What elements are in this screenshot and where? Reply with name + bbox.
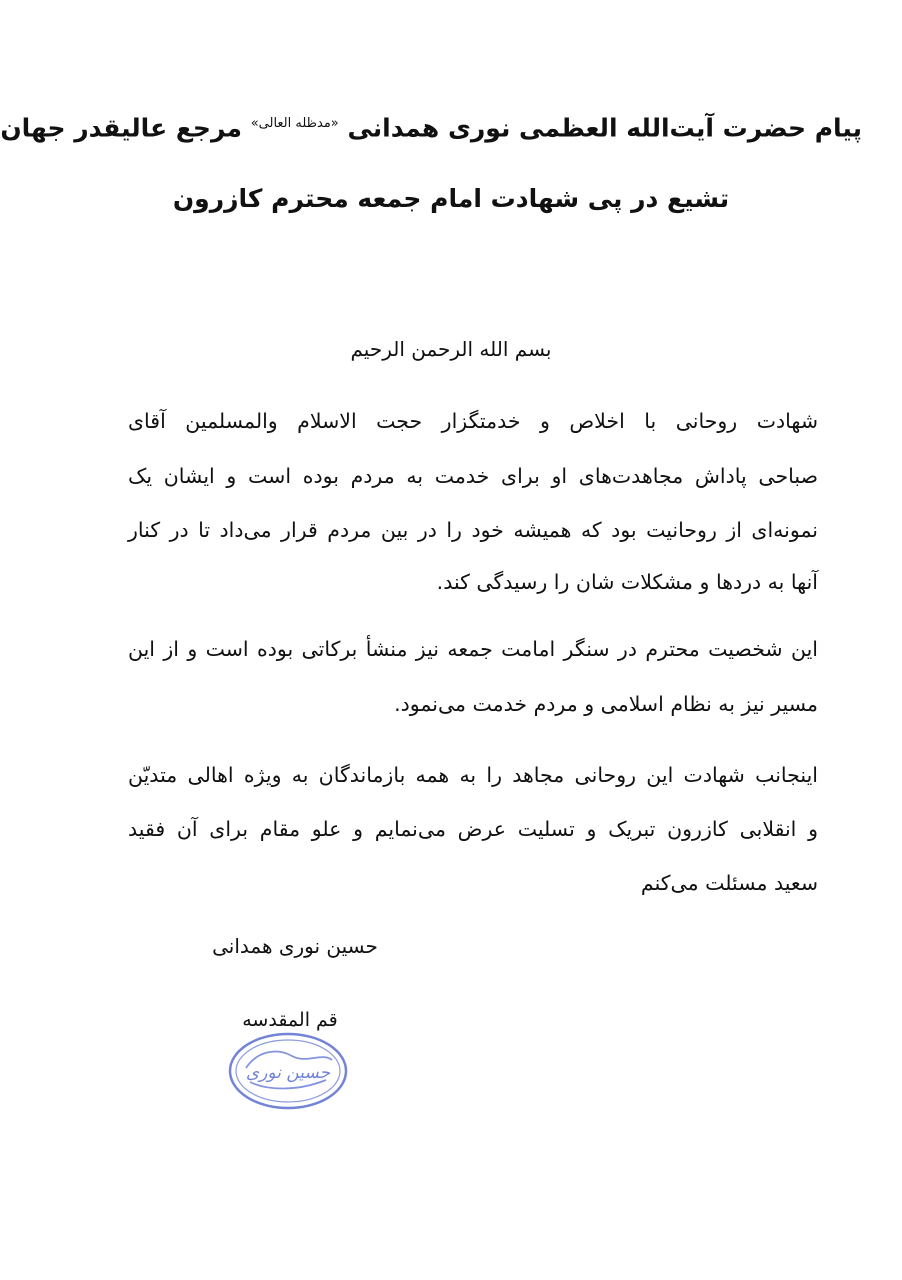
paragraph-3-line-3: سعید مسئلت می‌کنم	[640, 871, 818, 895]
letter-title-line-1	[0, 106, 862, 146]
paragraph-1-line-1: شهادت روحانی با اخلاص و خدمتگزار حجت الاسلام والمسلمین آقای	[128, 409, 818, 433]
paragraph-3-line-2: و انقلابی کازرون تبریک و تسلیت عرض می‌نمایم و علو مقام برای آن فقید	[128, 817, 818, 841]
paragraph-2-line-2: مسیر نیز به نظام اسلامی و مردم خدمت می‌نمود.	[394, 692, 818, 716]
title-part-1: پیام حضرت آیت‌الله العظمی نوری همدانی	[347, 113, 862, 143]
title-part-2: مرجع عالیقدر جهان	[0, 113, 242, 143]
signature-name: حسین نوری همدانی	[212, 934, 378, 958]
seal-text: حسین نوری	[245, 1063, 331, 1083]
seal-stamp	[226, 1030, 350, 1112]
paragraph-1-line-2: صباحی پاداش مجاهدت‌های او برای خدمت به مردم بوده است و ایشان یک	[128, 464, 818, 488]
basmala: بسم الله الرحمن الرحیم	[350, 337, 552, 361]
paragraph-2-line-1: این شخصیت محترم در سنگر امامت جمعه نیز منشأ برکاتی بوده است و از این	[128, 637, 818, 661]
paragraph-1-line-4: آنها به دردها و مشکلات شان را رسیدگی کند.	[436, 570, 818, 594]
signature-city: قم المقدسه	[242, 1009, 338, 1031]
letter-title-line-2: تشیع در پی شهادت امام جمعه محترم کازرون	[172, 184, 730, 213]
honorific: «مدظله العالی»	[250, 116, 339, 131]
paragraph-1-line-3: نمونه‌ای از روحانیت بود که همیشه خود را در بین مردم قرار می‌داد تا در کنار	[128, 518, 818, 542]
paragraph-3-line-1: اینجانب شهادت این روحانی مجاهد را به همه بازماندگان به ویژه اهالی متدیّن	[128, 763, 818, 787]
